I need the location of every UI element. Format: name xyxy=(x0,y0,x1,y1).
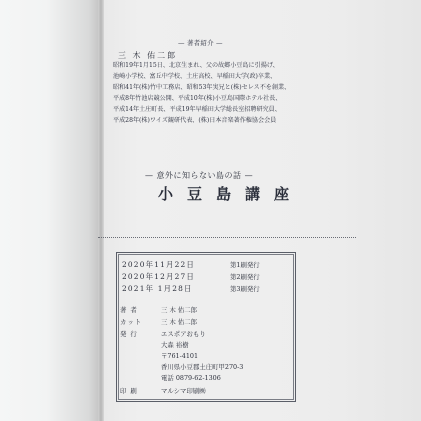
credit-label: 発 行 xyxy=(120,330,138,338)
credit-label: 著 者 xyxy=(120,306,138,314)
dotted-separator xyxy=(98,237,356,238)
credit-value: 三 木 佑二郎 xyxy=(161,318,198,326)
bio-line: 昭和41年(株)竹中工務店、昭和53年実兄と(株)セレス不を創業、 xyxy=(113,84,291,91)
series-heading: — 意外に知らない島の話 — xyxy=(145,171,254,180)
edition-label: 第3刷発行 xyxy=(230,285,260,293)
credit-label: カット xyxy=(120,318,143,326)
publisher-contact-line: 〒761-4101 xyxy=(161,352,199,360)
printer-value: マルシマ印刷㈱ xyxy=(161,387,206,395)
author-profile-heading: — 著者紹介 — xyxy=(178,39,223,47)
bio-line: 平成14年土庄町長、平成19年早稲田大学総長室招聘研究員、 xyxy=(113,106,281,113)
printer-label: 印 刷 xyxy=(120,387,138,395)
book-title: 小豆島講座 xyxy=(158,185,304,203)
credit-value: エスポアおもり xyxy=(161,330,206,338)
book-gutter xyxy=(98,0,104,421)
bio-line: 昭和19年1月15日、北京生まれ、父の故郷小豆島に引揚げ、 xyxy=(113,62,279,69)
credit-value: 三 木 佑二郎 xyxy=(161,306,198,314)
edition-label: 第2刷発行 xyxy=(230,273,260,281)
publisher-contact-line: 電話 0879-62-1306 xyxy=(161,374,221,382)
publisher-contact-line: 香川県小豆郡土庄町甲270-3 xyxy=(161,363,244,371)
publisher-contact-line: 大森 裕樹 xyxy=(161,341,189,349)
page-spine-shadow xyxy=(0,0,104,421)
edition-date: 2020年12月27日 xyxy=(122,272,195,281)
bio-line: 平成28年(株)ワイズ観研代表、(株)日本音楽著作権協会会員 xyxy=(113,117,277,124)
author-name: 三 木 佑二郎 xyxy=(118,51,178,60)
edition-label: 第1刷発行 xyxy=(230,261,260,269)
bio-line: 平成8年竹池店競公開、平成10年(株)小豆島国際ホテル社長、 xyxy=(113,95,282,102)
edition-date: 2021年 1月28日 xyxy=(122,284,193,293)
edition-date: 2020年11月22日 xyxy=(122,260,195,269)
bio-line: 池崎小学校、富丘中学校、土庄高校、早稲田大学(政)卒業、 xyxy=(113,73,277,80)
